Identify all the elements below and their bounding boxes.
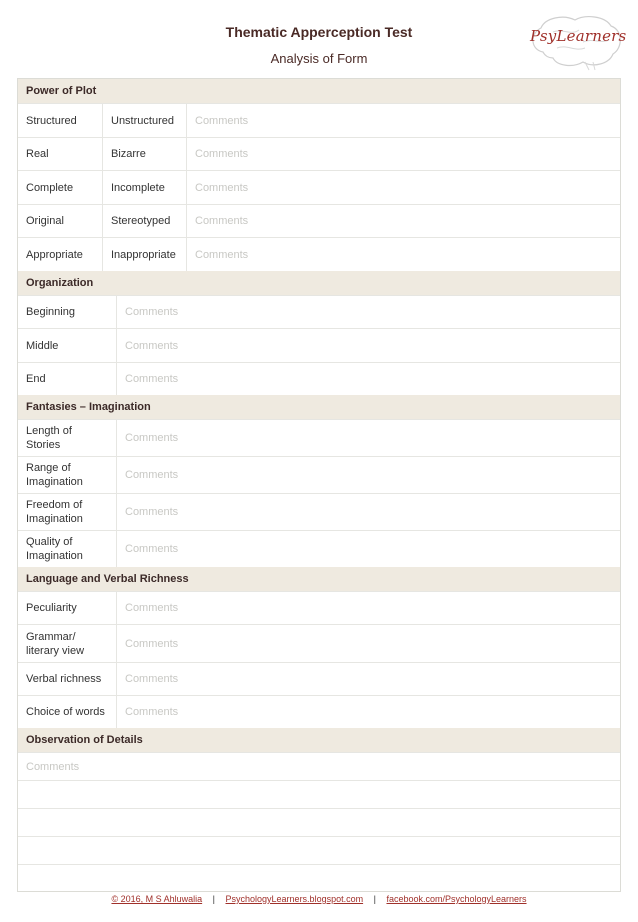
table-row — [18, 237, 620, 271]
row-label-opposite: Incomplete — [102, 171, 186, 204]
table-row — [18, 103, 620, 137]
table-row — [18, 530, 620, 567]
table-row — [18, 695, 620, 728]
row-label — [18, 494, 116, 530]
blog-link[interactable]: PsychologyLearners.blogspot.com — [225, 894, 364, 904]
table-row — [18, 493, 620, 530]
footer-separator: | — [212, 894, 215, 904]
page-subtitle: Analysis of Form — [270, 51, 368, 66]
row-label-line: Stories — [26, 439, 61, 451]
comment-field[interactable]: Comments — [116, 531, 620, 567]
blank-line[interactable] — [18, 808, 620, 836]
logo-text: PsyLearners — [530, 27, 627, 45]
table-row — [18, 456, 620, 493]
row-label: Beginning — [26, 306, 75, 318]
table-row — [18, 295, 620, 328]
comment-field[interactable]: Comments — [186, 104, 620, 137]
row-label: Verbal richness — [26, 673, 102, 685]
comment-field[interactable]: Comments — [116, 625, 620, 662]
row-label-line: Length of — [26, 425, 72, 437]
page-header — [0, 0, 638, 78]
row-label — [18, 625, 116, 662]
row-label: Choice of words — [26, 706, 105, 718]
table-row — [18, 362, 620, 395]
comment-field[interactable]: Comments — [116, 329, 620, 362]
section-header-power-of-plot: Power of Plot — [18, 79, 620, 103]
row-label-opposite: Bizarre — [102, 138, 186, 170]
comment-field[interactable]: Comments — [116, 420, 620, 456]
comment-field[interactable]: Comments — [116, 363, 620, 395]
section-header-fantasies-imagination: Fantasies – Imagination — [18, 395, 620, 419]
row-label — [18, 420, 116, 456]
row-label-opposite: Unstructured — [102, 104, 186, 137]
table-row — [18, 170, 620, 204]
table-row — [18, 662, 620, 695]
table-row — [18, 137, 620, 170]
row-label — [18, 531, 116, 567]
footer-separator: | — [373, 894, 376, 904]
row-label-line: Grammar/ — [26, 630, 76, 643]
row-label: Structured — [26, 114, 77, 127]
comment-field[interactable]: Comments — [18, 752, 620, 780]
comment-field[interactable]: Comments — [116, 296, 620, 328]
row-label-opposite: Inappropriate — [102, 238, 186, 271]
blank-line[interactable] — [18, 836, 620, 864]
facebook-link[interactable]: facebook.com/PsychologyLearners — [386, 894, 527, 904]
section-header-organization: Organization — [18, 271, 620, 295]
comment-field[interactable]: Comments — [116, 494, 620, 530]
page-footer — [0, 894, 638, 904]
comment-field[interactable]: Comments — [186, 238, 620, 271]
table-row — [18, 624, 620, 662]
comment-field[interactable]: Comments — [186, 171, 620, 204]
row-label: Peculiarity — [26, 602, 77, 614]
row-label: End — [26, 373, 46, 385]
row-label: Middle — [26, 339, 59, 352]
row-label-line: Imagination — [26, 476, 83, 488]
row-label-opposite: Stereotyped — [102, 205, 186, 237]
blank-line[interactable] — [18, 780, 620, 808]
row-label-line: Imagination — [26, 550, 83, 562]
table-row — [18, 204, 620, 237]
comment-field[interactable]: Comments — [116, 457, 620, 493]
row-label: Real — [26, 148, 49, 160]
row-label-line: Freedom of — [26, 499, 83, 511]
analysis-form — [17, 78, 621, 892]
comment-field[interactable]: Comments — [186, 205, 620, 237]
row-label: Complete — [26, 181, 74, 194]
comment-field[interactable]: Comments — [186, 138, 620, 170]
table-row — [18, 591, 620, 624]
comment-field[interactable]: Comments — [116, 696, 620, 728]
comment-field[interactable]: Comments — [116, 663, 620, 695]
row-label-line: Imagination — [26, 513, 83, 525]
copyright-link[interactable]: © 2016, M S Ahluwalia — [111, 894, 203, 904]
row-label-line: literary view — [26, 644, 85, 657]
table-row — [18, 419, 620, 456]
row-label: Appropriate — [26, 248, 83, 261]
section-header-observation-of-details: Observation of Details — [18, 728, 620, 752]
row-label — [18, 457, 116, 493]
row-label-line: Quality of — [26, 536, 73, 548]
comment-field[interactable]: Comments — [116, 592, 620, 624]
page-title: Thematic Apperception Test — [225, 24, 413, 40]
table-row — [18, 328, 620, 362]
blank-line[interactable] — [18, 864, 620, 891]
section-header-language-verbal-richness: Language and Verbal Richness — [18, 567, 620, 591]
row-label-line: Range of — [26, 462, 71, 474]
row-label: Original — [26, 215, 64, 227]
